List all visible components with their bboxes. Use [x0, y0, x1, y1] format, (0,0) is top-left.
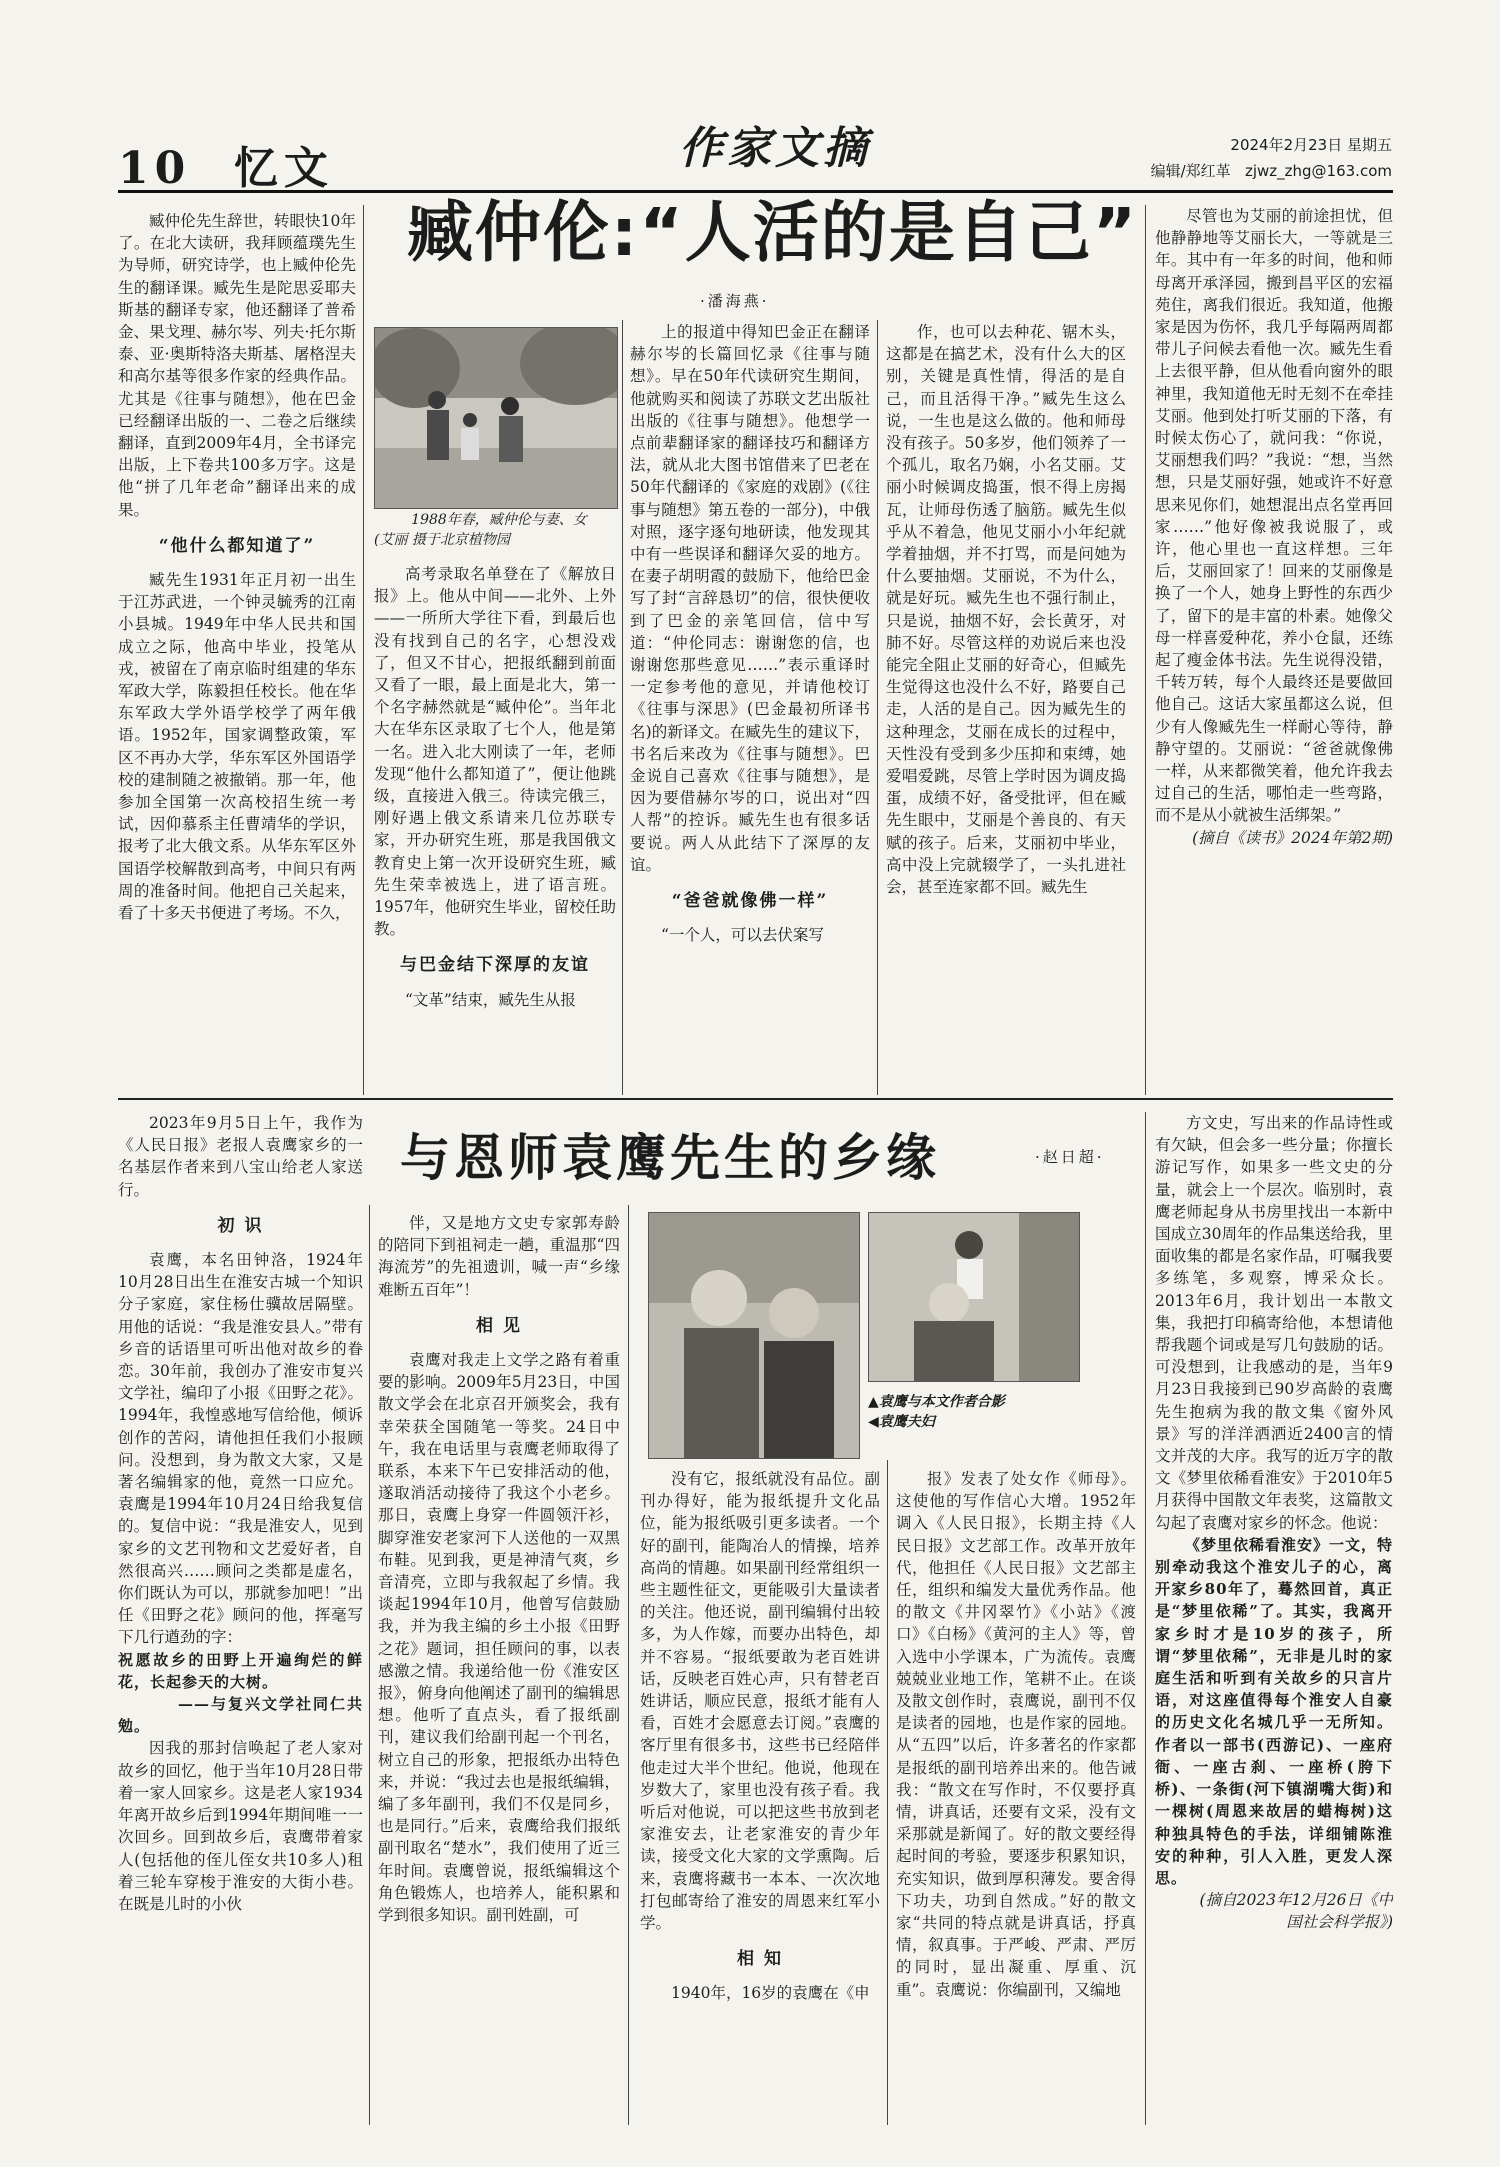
editor-email[interactable]: zjwz_zhg@163.com [1244, 162, 1392, 180]
article1-author: ·潘海燕· [700, 292, 770, 310]
masthead-logo: 作家文摘 [679, 123, 871, 174]
article2-column-5: 方文史，写出来的作品诗性或有欠缺，但会多一些分量；你擅长游记写作，如果多一些文史的分量，就会上一个层次。临别时，袁鹰老师起身从书房里找出一本新中国成立30周年的作品集送给我，里面收集的都是名家作品，叮嘱我要多练笔，多观察，博采众长。2013年6月，我计划出一本散文集，我把打印稿寄给他，本想请他帮我题个词或是写几句鼓励的话。可没想到，让我感动的是，当年9月23日我接到已90岁高龄的袁鹰先生抱病为我的散文集《窗外风景》写的洋洋洒洒近2400言的情文并茂的大序。我写的近万字的散文《梦里依稀看淮安》于2010年5月获得中国散文年表奖，这篇散文勾起了袁鹰对家乡的怀念。他说： 《梦里依稀看淮安》一文，特别牵动我这个淮安儿子的心，离开家乡80年了，蓦然回首，真正是“梦里依稀”了。其实，我离开家乡时才是10岁的孩子，所谓“梦里依稀”，无非是儿时的家庭生活和听到有关故乡的只言片语，对这座值得每个淮安人自豪的历史文化名城几乎一无所知。作者以一部书(西游记)、一座府衙、一座古刹、一座桥(胯下桥)、一条街(河下镇湖嘴大街)和一棵树(周恩来故居的蜡梅树)这种独具特色的手法，详细铺陈淮安的种种，引人入胜，更发人深思。 (摘自2023年12月26日《中国社会科学报》) [1155, 1112, 1393, 2122]
article1-column-5: 尽管也为艾丽的前途担忧，但他静静地等艾丽长大，一等就是三年。其中有一年多的时间，他和师母离开承泽园，搬到昌平区的宏福苑住，离我们很近。我知道，他搬家是因为伤怀，我几乎每隔两周都带儿子问候去看他一次。臧先生看上去很平静，但从他看向窗外的眼神里，我知道他无时无刻不在牵挂艾丽。他到处打听艾丽的下落，有时候太伤心了，就问我：“你说，艾丽想我们吗？”我说：“想，当然想，只是艾丽好强，她或许不好意思来见你们，她想混出点名堂再回家……”他好像被我说服了，或许，他心里也一直这样想。三年后，艾丽回家了！回来的艾丽像是换了一个人，她身上野性的东西少了，留下的是丰富的朴素。她像父母一样喜爱种花，养小仓鼠，还练起了瘦金体书法。先生说得没错，千转万转，每个人最终还是要做回他自己。这话大家虽都这么说，但少有人像臧先生一样耐心等待，静静守望的。艾丽说：“爸爸就像佛一样，从来都微笑着，他允许我去过自己的生活，哪怕走一些弯路，而不是从小就被生活绑架。” (摘自《读书》2024年第2期) [1155, 205, 1393, 1090]
family-photo-image [375, 328, 617, 508]
yuan-ying-quote: 《梦里依稀看淮安》一文，特别牵动我这个淮安儿子的心，离开家乡80年了，蓦然回首，真正是“梦里依稀”了。其实，我离开家乡时才是10岁的孩子，所谓“梦里依稀”，无非是儿时的家庭生活和听到有关故乡的只言片语，对这座值得每个淮安人自豪的历史文化名城几乎一无所知。作者以一部书(西游记)、一座府衙、一座古刹、一座桥(胯下桥)、一条街(河下镇湖嘴大街)和一棵树(周恩来故居的蜡梅树)这种独具特色的手法，详细铺陈淮安的种种，引人入胜，更发人深思。 [1155, 1535, 1393, 1887]
article2-subheading-1: 初 识 [217, 1215, 264, 1236]
header-meta [1151, 132, 1392, 184]
section-name: 忆文 [233, 143, 334, 194]
article1-title: 臧仲伦:“人活的是自己” [406, 194, 1139, 271]
editor-name: 编辑/郑红革 [1150, 162, 1231, 180]
article2-subheading-2: 相 见 [476, 1315, 522, 1336]
article2-photo-couple [648, 1212, 860, 1459]
article1-subheading-2: 与巴金结下深厚的友谊 [400, 955, 590, 976]
article-divider [118, 1098, 1393, 1100]
article2-column-4: 报》发表了处女作《师母》。这使他的写作信心大增。1952年调入《人民日报》，长期主持《人民日报》文艺部工作。改革开放年代，他担任《人民日报》文艺部主任，组织和编发大量优秀作品。他的散文《井冈翠竹》《小站》《渡口》《白杨》《黄河的主人》等，曾入选中小学课本，广为流传。袁鹰兢兢业业地工作，笔耕不止。在谈及散文创作时，袁鹰说，副刊不仅是读者的园地，也是作家的园地。从“五四”以后，许多著名的作家都是报纸的副刊培养出来的。他告诫我：“散文在写作时，不仅要抒真情，讲真话，还要有文采，没有文采那就是新闻了。好的散文要经得起时间的考验，要逐步积累知识，充实知识，做到厚积薄发。要舍得下功夫，功到自然成。”好的散文家“共同的特点就是讲真话，抒真情，叙真事。于严峻、严肃、严厉的同时，显出凝重、厚重、沉重”。袁鹰说：你编副刊，又编地 [896, 1470, 1136, 1999]
article1-photo [374, 327, 618, 509]
article1-source: (摘自《读书》2024年第2期) [1192, 828, 1393, 847]
page-header-number: 10 忆文 [118, 143, 334, 194]
author-photo-image [869, 1213, 1079, 1381]
article1-column-4: 作，也可以去种花、锯木头，这都是在搞艺术，没有什么大的区别，关键是真性情，得活的是自己，而且活得干净。”臧先生这么说，一生也是这么做的。他和师母没有孩子。50多岁，他们领养了一个孤儿，取名乃娴，小名艾丽。艾丽小时候调皮捣蛋，恨不得上房揭瓦，让师母伤透了脑筋。臧先生似乎从不着急，他见艾丽小小年纪就学着抽烟，并不打骂，而是问她为什么要抽烟。艾丽说，不为什么，就是好玩。臧先生也不强行制止，只是说，抽烟不好，会长黄牙，对肺不好。尽管这样的劝说后来也没能完全阻止艾丽的好奇心，但臧先生觉得这也没什么不好，路要自己走，人活的是自己。因为臧先生的这种理念，艾丽在成长的过程中，天性没有受到多少压抑和束缚，她爱唱爱跳，尽管上学时因为调皮捣蛋，成绩不好，备受批评，但在臧先生眼中，艾丽是个善良的、有天赋的孩子。后来，艾丽初中毕业，高中没上完就辍学了，一头扎进社会，甚至连家都不回。臧先生 [886, 323, 1126, 897]
article2-photo-author [868, 1212, 1080, 1382]
article2-column-2: 伴，又是地方文史专家郭寿龄的陪同下到祖祠走一趟，重温那“四海流芳”的先祖遗训，喊一声“乡缘难断五百年”！ 相 见 袁鹰对我走上文学之路有着重要的影响。2009年5月23日，中国散文学会在北京召开颁奖会，我有幸荣获全国随笔一等奖。24日中午，我在电话里与袁鹰老师取得了联系，本来下午已安排活动的他，遂取消活动接待了我这个小老乡。那日，袁鹰上身穿一件圆领汗衫，脚穿淮安老家河下人送他的一双黑布鞋。见到我，更是神清气爽，乡音清亮，立即与我叙起了乡情。我谈起1994年10月，他曾写信鼓励我，并为我主编的乡土小报《田野之花》题词，担任顾问的事，以表感激之情。我递给他一份《淮安区报》，俯身向他阐述了副刊的编辑思想。他听了直点头，看了报纸副刊，建议我们给副刊起一个刊名，树立自己的形象，把报纸办出特色来，并说：“我过去也是报纸编辑，编了多年副刊，我们不仅是同乡，也是同行。”后来，袁鹰给我们报纸副刊取名“楚水”，我们使用了近三年时间。袁鹰曾说，报纸编辑这个角色锻炼人，也培养人，能积累和学到很多知识。副刊姓副，可 [378, 1214, 620, 1925]
article2-photo-caption: ▲袁鹰与本文作者合影 ◀袁鹰夫妇 [868, 1394, 1005, 1430]
article1-column-3: 上的报道中得知巴金正在翻译赫尔岑的长篇回忆录《往事与随想》。早在50年代读研究生期间，他就购买和阅读了苏联文艺出版社出版的《往事与随想》。他想学一点前辈翻译家的翻译技巧和翻译方法，就从北大图书馆借来了巴老在50年代翻译的《家庭的戏剧》(《往事与随想》第五卷的一部分)，中俄对照，逐字逐句地研读，他发现其中有一些误译和翻译欠妥的地方。在妻子胡明霞的鼓励下，他给巴金写了封“言辞恳切”的信，很快便收到了巴金的亲笔回信，信中写道：“仲伦同志：谢谢您的信，也谢谢您那些意见……”表示重译时一定参考他的意见，并请他校订《往事与深思》(巴金最初所译书名)的新译文。在臧先生的建议下，书名后来改为《往事与随想》。巴金说自己喜欢《往事与随想》，是因为要借赫尔岑的口，说出对“四人帮”的控诉。臧先生也有很多话要说。两人从此结下了深厚的友谊。 “爸爸就像佛一样” “一个人，可以去伏案写 [630, 323, 870, 945]
article2-column-1: 2023年9月5日上午，我作为《人民日报》老报人袁鹰家乡的一名基层作者来到八宝山给老人家送行。 初 识 袁鹰，本名田钟洛，1924年10月28日出生在淮安古城一个知识分子家庭，家住杨仕骥故居隔壁。用他的话说：“我是淮安县人。”带有乡音的话语里可听出他对故乡的眷恋。30年前，我创办了淮安市复兴文学社，编印了小报《田野之花》。1994年，我惶惑地写信给他，倾诉创作的苦闷，请他担任我们小报顾问。没想到，身为散文大家，又是著名编辑家的他，竟然一口应允。袁鹰是1994年10月24日给我复信的。复信中说：“我是淮安人，见到家乡的文艺刊物和文艺爱好者，自然很高兴……顾问之类都是虚名，你们既认为可以，那就参加吧！”出任《田野之花》顾问的他，挥毫写下几行遒劲的字： 祝愿故乡的田野上开遍绚烂的鲜花，长起参天的大树。 ——与复兴文学社同仁共勉。 因我的那封信唤起了老人家对故乡的回忆，他于当年10月28日带着一家人回家乡。这是老人家1934年离开故乡后到1994年期间唯一一次回乡。回到故乡后，袁鹰带着家人(包括他的侄儿侄女共10多人)租着三轮车穿梭于淮安的大街小巷。在既是儿时的小伙 [118, 1114, 363, 1913]
article2-source: (摘自2023年12月26日《中国社会科学报》) [1199, 1891, 1393, 1932]
article2-title: 与恩师袁鹰先生的乡缘 [400, 1128, 940, 1187]
article2-subheading-3: 相 知 [737, 1949, 783, 1970]
article2-author: ·赵日超· [1035, 1148, 1105, 1166]
article1-subheading-1: “他什么都知道了” [158, 535, 316, 556]
inscription: 祝愿故乡的田野上开遍绚烂的鲜花，长起参天的大树。 [118, 1650, 363, 1691]
article1-photo-caption: 1988年春，臧仲伦与妻、女 (艾丽 摄于北京植物园 [374, 512, 587, 548]
article2-column-3: 没有它，报纸就没有品位。副刊办得好，能为报纸提升文化品位，能为报纸吸引更多读者。一个好的副刊，能陶冶人的情操，培养高尚的情趣。如果副刊经常组织一些主题性征文，更能吸引大量读者的关注。他还说，副刊编辑付出较多，为人作嫁，而要办出特色，却并不容易。“报纸要敢为老百姓讲话，反映老百姓心声，只有替老百姓讲话，顺应民意，报纸才能有人看，百姓才会愿意去订阅。”袁鹰的客厅里有很多书，这些书已经陪伴他走过大半个世纪。他说，他现在岁数大了，家里也没有孩子看。我听后对他说，可以把这些书放到老家淮安去，让老家淮安的青少年读，接受文化大家的文学熏陶。后来，袁鹰将藏书一本本、一次次地打包邮寄给了淮安的周恩来红军小学。 相 知 1940年，16岁的袁鹰在《申 [640, 1470, 880, 2003]
article1-column-2: 高考录取名单登在了《解放日报》上。他从中间——北外、上外——一所所大学往下看，到最后也没有找到自己的名字，心想没戏了，但又不甘心，把报纸翻到前面又看了一眼，最上面是北大，第一个名字赫然就是“臧仲伦”。当年北大在华东区录取了七个人，他是第一名。进入北大刚读了一年，老师发现“他什么都知道了”，便让他跳级，直接进入俄三。待读完俄三，刚好遇上俄文系请来几位苏联专家，开办研究生班，那是我国俄文教育史上第一次开设研究生班，臧先生荣幸被选上，进了语言班。1957年，他研究生毕业，留校任助教。 与巴金结下深厚的友谊 “文革”结束，臧先生从报 [374, 565, 616, 1009]
couple-photo-image [649, 1213, 859, 1458]
issue-date: 2024年2月23日 星期五 [1230, 136, 1392, 154]
article1-column-1: 臧仲伦先生辞世，转眼快10年了。在北大读研，我拜顾蕴璞先生为导师，研究诗学，也上臧仲伦先生的翻译课。臧先生是陀思妥耶夫斯基的翻译专家，他还翻译了普希金、果戈理、赫尔岑、列夫·托尔斯泰、亚·奥斯特洛夫斯基、屠格涅夫和高尔基等很多作家的经典作品。尤其是《往事与随想》，他在巴金已经翻译出版的一、二卷之后继续翻译，直到2009年4月，全书译完出版，上下卷共100多万字。这是他“拼了几年老命”翻译出来的成果。 “他什么都知道了” 臧先生1931年正月初一出生于江苏武进，一个钟灵毓秀的江南小县城。1949年中华人民共和国成立之际，他高中毕业，投笔从戎，被留在了南京临时组建的华东军政大学，陈毅担任校长。他在华东军政大学外语学校学了两年俄语。1952年，国家调整政策，军区不再办大学，华东军区外国语学校的建制随之被撤销。那一年，他参加全国第一次高校招生统一考试，因仰慕系主任曹靖华的学识，报考了北大俄文系。从华东军区外国语学校解散到高考，中间只有两周的准备时间。他把自己关起来，看了十多天书便进了考场。不久， [118, 212, 356, 923]
article1-subheading-3: “爸爸就像佛一样” [671, 891, 829, 912]
